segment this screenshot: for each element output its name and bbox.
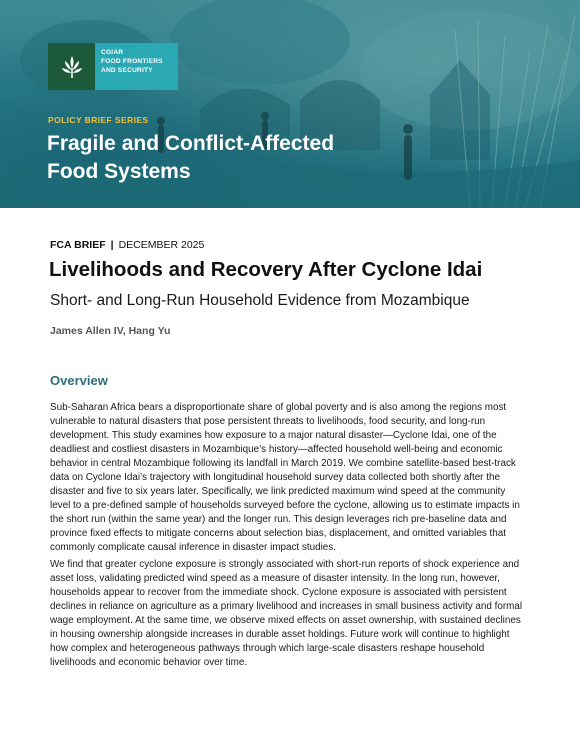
logo-line: FOOD FRONTIERS: [101, 58, 163, 65]
overview-paragraph-1: Sub-Saharan Africa bears a disproportionate share of global poverty and is also among the regions most vulnerable to natural disasters that pose persistent threats to livelihoods, food security, and long-run development. This study examines how exposure to a major natural disaster—Cyclone Idai, one of the deadliest and costliest disasters in Mozambique’s history—affected household well-being and economic behavior in central Mozambique following its landfall in March 2019. We combine satellite-based best-track data on Cyclone Idai’s trajectory with longitudinal household survey data collected both shortly after the disaster and five to six years later. Specifically, we link predicted maximum wind speed at the community level to a pre-defined sample of households surveyed before the cyclone, allowing us to estimate impacts in the short run (within the same year) and the longer run. This design leverages rich pre-baseline data and province fixed effects to mitigate concerns about selection bias, displacement, and omitted variables that commonly complicate causal inference in disaster impact studies.: [50, 402, 520, 553]
series-title-line: Food Systems: [47, 160, 191, 183]
cgiar-logo: [48, 43, 178, 90]
series-label: POLICY BRIEF SERIES: [48, 115, 149, 125]
brief-label: FCA BRIEF: [50, 239, 106, 251]
overview-paragraph-2: We find that greater cyclone exposure is strongly associated with short-run reports of shock experience and asset loss, validating predicted wind speed as a measure of disaster intensity. In the long run, however, households appear to recover from the immediate shock. Cyclone exposure is associated with persistent declines in reliance on agriculture as a primary livelihood and increases in small business activity and formal wage employment. At the same time, we observe mixed effects on asset ownership, with sustained declines in housing ownership alongside increases in durable asset holdings. Future work will continue to highlight how complex and heterogeneous pathways through which large-scale disasters reshape household livelihoods and economic behavior over time.: [50, 559, 523, 668]
logo-line: CGIAR: [101, 49, 124, 56]
series-title-line: Fragile and Conflict-Affected: [47, 132, 335, 155]
wheat-icon: [48, 43, 95, 90]
brief-meta: [50, 239, 204, 251]
series-title: [47, 130, 447, 186]
logo-line: AND SECURITY: [101, 67, 153, 74]
header-banner: [0, 0, 580, 208]
brief-date: DECEMBER 2025: [118, 239, 205, 251]
logo-wordmark: [95, 43, 178, 90]
meta-separator: |: [110, 239, 114, 251]
page-title: Livelihoods and Recovery After Cyclone Idai: [49, 258, 483, 281]
page-subtitle: Short- and Long-Run Household Evidence from Mozambique: [50, 292, 470, 309]
authors: James Allen IV, Hang Yu: [50, 325, 171, 337]
overview-heading: Overview: [50, 373, 108, 388]
